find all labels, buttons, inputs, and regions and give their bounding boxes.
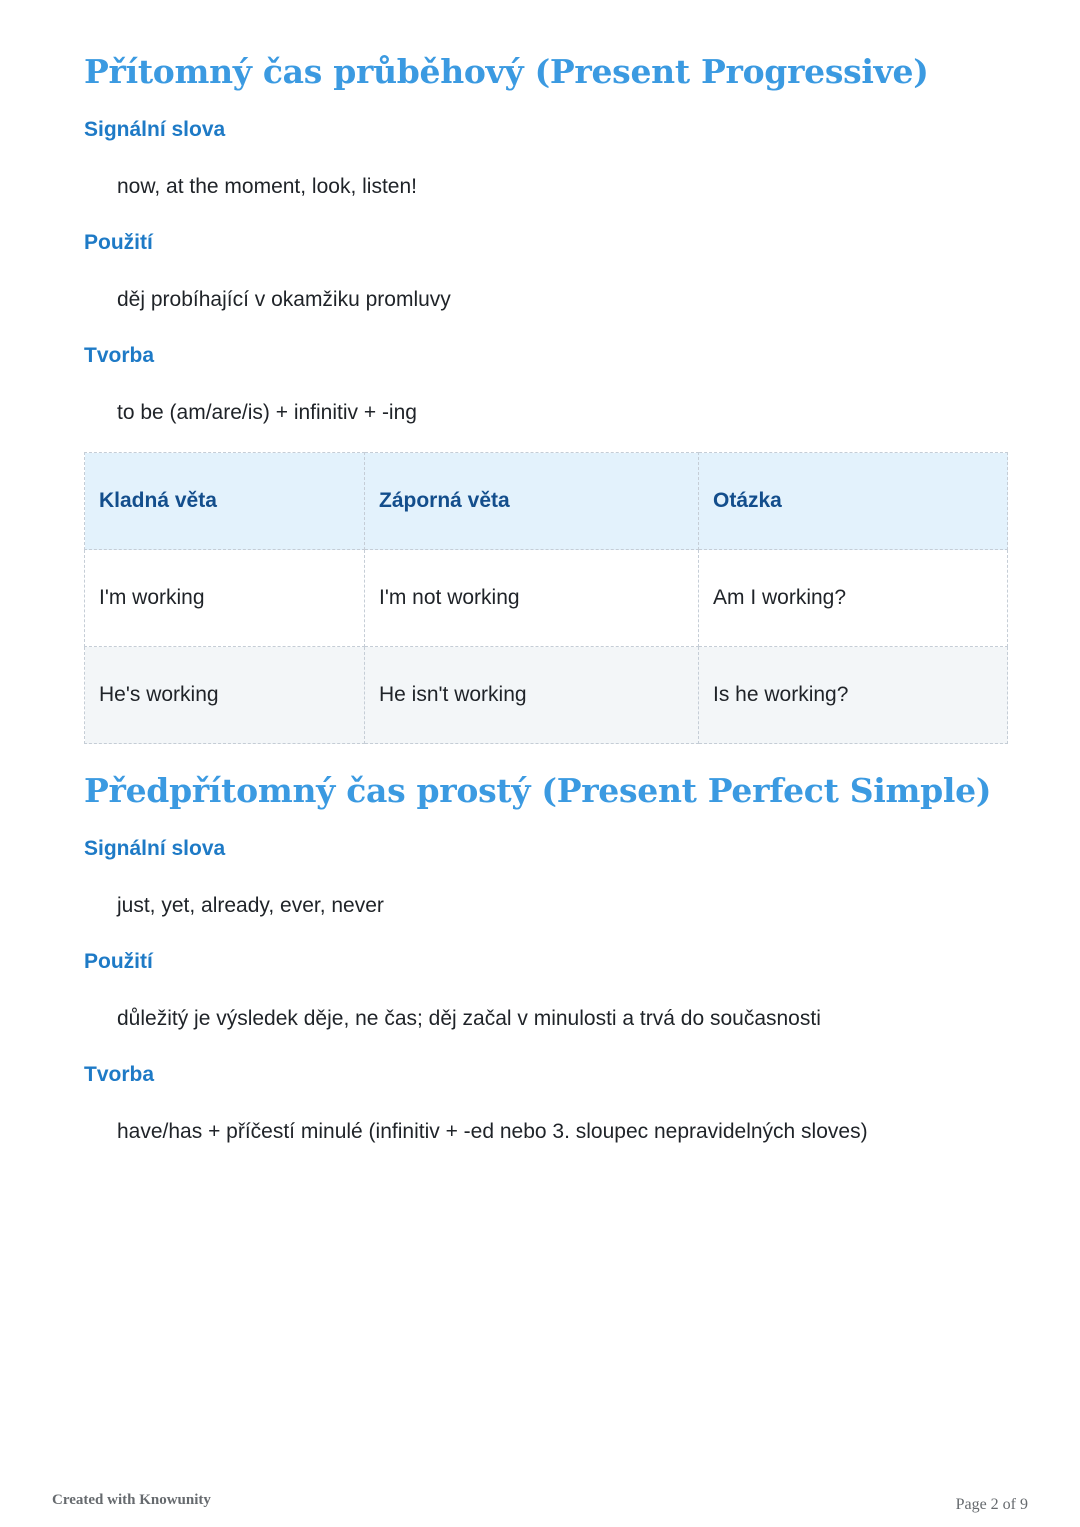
form-label: Tvorba	[84, 344, 155, 367]
table-header-cell: Kladná věta	[85, 453, 365, 550]
table-row	[85, 550, 1008, 647]
table-cell: He's working	[85, 647, 365, 744]
form-text: have/has + příčestí minulé (infinitiv + -ed nebo 3. sloupec nepravidelných sloves)	[117, 1120, 868, 1143]
table-row	[85, 647, 1008, 744]
signal-words-text: just, yet, already, ever, never	[117, 894, 384, 917]
form-text: to be (am/are/is) + infinitiv + -ing	[117, 401, 417, 424]
usage-label: Použití	[84, 231, 153, 254]
page-indicator: Page 2 of 9	[955, 1496, 1028, 1513]
conjugation-table	[84, 452, 1008, 744]
table-cell: Am I working?	[699, 550, 1008, 647]
table-cell: He isn't working	[365, 647, 699, 744]
signal-words-text: now, at the moment, look, listen!	[117, 175, 417, 198]
form-label: Tvorba	[84, 1063, 155, 1086]
section-title-present-perfect-simple: Předpřítomný čas prostý (Present Perfect Simple)	[84, 771, 992, 810]
table-cell: I'm working	[85, 550, 365, 647]
table-header-cell: Záporná věta	[365, 453, 699, 550]
signal-words-label: Signální slova	[84, 837, 226, 860]
section-title-present-progressive: Přítomný čas průběhový (Present Progressive)	[84, 52, 929, 91]
signal-words-label: Signální slova	[84, 118, 226, 141]
table-cell: Is he working?	[699, 647, 1008, 744]
table-cell: I'm not working	[365, 550, 699, 647]
usage-label: Použití	[84, 950, 153, 973]
usage-text: děj probíhající v okamžiku promluvy	[117, 288, 451, 311]
table-header-row	[85, 453, 1008, 550]
table-header-cell: Otázka	[699, 453, 1008, 550]
usage-text: důležitý je výsledek děje, ne čas; děj začal v minulosti a trvá do současnosti	[117, 1007, 821, 1030]
created-with-footer: Created with Knowunity	[52, 1492, 211, 1508]
